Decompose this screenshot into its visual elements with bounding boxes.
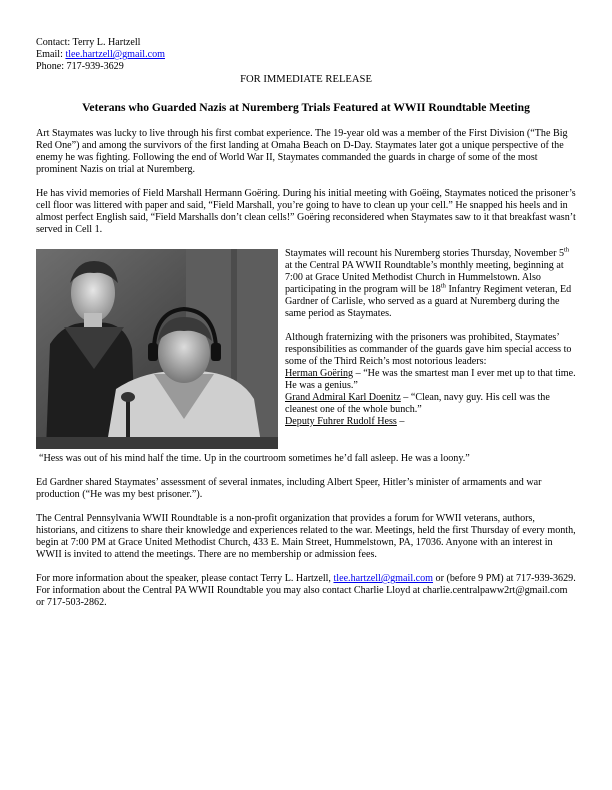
quote-name-goering: Herman Goëring bbox=[285, 368, 354, 379]
ordinal-suffix: th bbox=[564, 246, 570, 254]
quote-hess: “Hess was out of his mind half the time. Up in the courtroom sometimes he’d fall asleep. He was a loony.” bbox=[39, 453, 470, 464]
sidebar-text bbox=[285, 248, 577, 428]
ordinal-suffix: th bbox=[440, 282, 446, 290]
contact-email-line bbox=[36, 49, 576, 61]
event-text-c: Infantry Regiment veteran, Ed Gardner of Carlisle, who served as a guard at Nuremberg during the same period as Staymates. bbox=[285, 284, 572, 319]
email-link[interactable]: tlee.hartzell@gmail.com bbox=[65, 49, 165, 60]
contact-block bbox=[36, 37, 576, 73]
press-release-page bbox=[36, 37, 576, 609]
paragraph-goering-memory: He has vivid memories of Field Marshall Hermann Goëring. During his initial meeting with Goëing, Staymates noticed the prisoner’s cell floor was littered with paper and said, “Field Marshall, you’re going to have to clean up your cell.” He snapped his heels and in almost perfect English said, “Field Marshalls don’t clean cells!” Goëring reconsidered when Staymates saw to it that breakfast wasn’t served in Cell 1. bbox=[36, 188, 576, 235]
paragraph-roundtable: The Central Pennsylvania WWII Roundtable is a non-profit organization that provides a forum for WWII veterans, authors, historians, and citizens to share their knowledge and experiences related to the war. Meetings, held the first Thursday of every month, begin at 7:00 PM at Grace United Methodist Church, 433 E. Main Street, Hummelstown, PA, 17036. Anyone with an interest in WWII is invited to attend the meetings. There are no membership or admission fees. bbox=[36, 513, 576, 560]
photo-and-sidebar bbox=[36, 248, 576, 452]
nuremberg-trial-photo bbox=[36, 249, 278, 449]
contact-text-a: For more information about the speaker, please contact Terry L. Hartzell, bbox=[36, 573, 334, 584]
quote-name-hess: Deputy Fuhrer Rudolf Hess bbox=[285, 416, 397, 427]
paragraph-access bbox=[285, 332, 577, 428]
paragraph-event bbox=[285, 248, 577, 320]
release-label: FOR IMMEDIATE RELEASE bbox=[240, 74, 372, 85]
quote-name-doenitz: Grand Admiral Karl Doenitz bbox=[285, 392, 401, 403]
paragraph-gardner: Ed Gardner shared Staymates’ assessment of several inmates, including Albert Speer, Hitler’s minister of armaments and war production (“He was my best prisoner.”). bbox=[36, 477, 542, 500]
contact-text-b: or (before 9 PM) at 717-939-3629. For information about the Central PA WWII Roundtable you may also contact Charlie Lloyd at charlie.centralpaww2rt@gmail.com or 717-503-2862. bbox=[36, 573, 576, 608]
access-text: Although fraternizing with the prisoners was prohibited, Staymates’ responsibilities as commander of the guards gave him special access to some of the Third Reich’s most notorious leaders: bbox=[285, 332, 572, 367]
quote-goering: – “He was the smartest man I ever met up to that time. He was a genius.” bbox=[285, 368, 576, 391]
contact-phone: Phone: 717-939-3629 bbox=[36, 61, 124, 72]
headline: Veterans who Guarded Nazis at Nuremberg Trials Featured at WWII Roundtable Meeting bbox=[82, 101, 530, 114]
event-text-b: at the Central PA WWII Roundtable’s monthly meeting, beginning at 7:00 at Grace United Methodist Church in Hummelstown. Also participating in the program will be 18 bbox=[285, 260, 564, 295]
contact-name: Contact: Terry L. Hartzell bbox=[36, 37, 141, 48]
event-text-a: Staymates will recount his Nuremberg stories Thursday, November 5 bbox=[285, 248, 565, 259]
quote-doenitz: – “Clean, navy guy. His cell was the cleanest one of the whole bunch.” bbox=[285, 392, 550, 415]
paragraph-intro: Art Staymates was lucky to live through his first combat experience. The 19-year old was a member of the First Division (“The Big Red One”) and among the survivors of the first landing at Omaha Beach on D-Day. Staymates later got a unique perspective of the enemy he was fighting. Following the end of World War II, Staymates commanded the guards in charge of some of the most prominent Nazis on trial at Nuremberg. bbox=[36, 128, 568, 175]
email-link[interactable]: tlee.hartzell@gmail.com bbox=[333, 573, 434, 584]
paragraph-contact-info bbox=[36, 573, 576, 609]
email-label: Email: bbox=[36, 49, 66, 60]
quote-hess-dash: – bbox=[396, 416, 405, 427]
